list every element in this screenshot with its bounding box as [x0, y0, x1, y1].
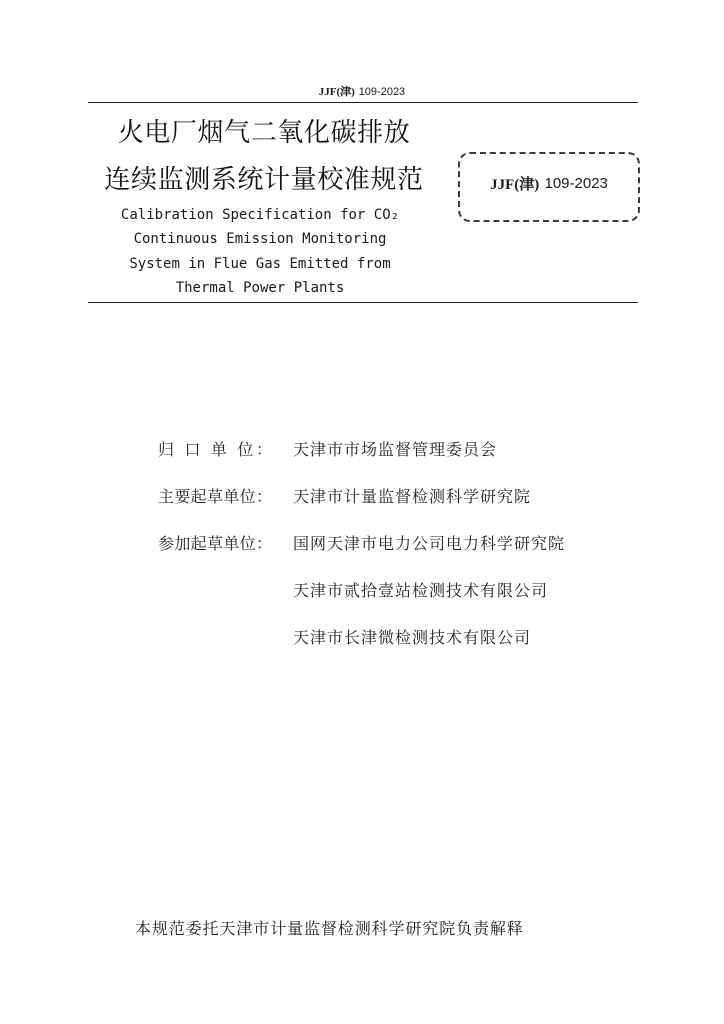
org-label-cell: [158, 520, 293, 567]
org-row-main-drafter: [158, 473, 565, 520]
chinese-title-line-2: 连续监测系统计量校准规范: [104, 165, 424, 195]
standard-code-box: [458, 152, 640, 222]
chinese-title: [88, 110, 440, 204]
english-title-line-2: Continuous Emission Monitoring: [133, 231, 387, 248]
english-title-line-4: Thermal Power Plants: [175, 280, 345, 297]
drafting-organizations: [158, 426, 565, 661]
org-values: [293, 473, 531, 520]
org-label: 归 口 单 位：: [158, 440, 272, 459]
chinese-title-line-1: 火电厂烟气二氧化碳排放: [117, 118, 411, 148]
header-code-number: 109-2023: [358, 86, 406, 98]
interpretation-note: 本规范委托天津市计量监督检测科学研究院负责解释: [135, 919, 524, 938]
org-label: 主要起草单位：: [158, 487, 272, 506]
box-code-prefix: JJF(津): [490, 176, 540, 193]
header-rule: [88, 102, 638, 103]
org-value: 天津市长津微检测技术有限公司: [293, 628, 532, 647]
header-code-prefix: JJF(津): [318, 86, 355, 98]
title-rule: [88, 302, 638, 303]
org-value: 天津市市场监督管理委员会: [293, 440, 498, 459]
org-label-cell: [158, 473, 293, 520]
org-value: 天津市计量监督检测科学研究院: [293, 487, 532, 506]
org-row-responsible-unit: [158, 426, 565, 473]
org-value: 国网天津市电力公司电力科学研究院: [293, 534, 566, 553]
english-title-line-3: System in Flue Gas Emitted from: [129, 255, 391, 272]
org-label-cell: [158, 426, 293, 473]
org-label: 参加起草单位：: [158, 534, 272, 553]
box-code-number: 109-2023: [544, 174, 608, 192]
english-title: [60, 203, 460, 301]
org-values: [293, 426, 497, 473]
org-row-participating-drafters: [158, 520, 565, 661]
org-values: [293, 520, 565, 661]
header-standard-code: [0, 85, 724, 99]
org-value: 天津市贰拾壹站检测技术有限公司: [293, 581, 549, 600]
english-title-line-1: Calibration Specification for CO₂: [120, 207, 400, 223]
